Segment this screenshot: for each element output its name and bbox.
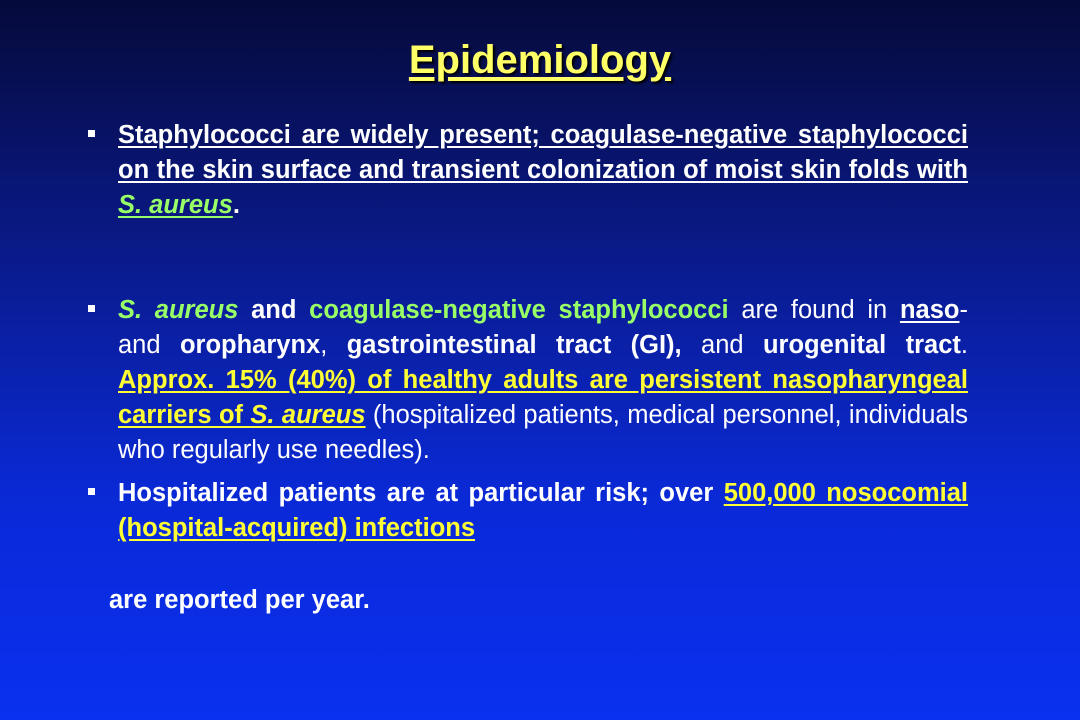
bullet2-gi: gastrointestinal tract (GI), xyxy=(346,331,682,359)
square-bullet-icon xyxy=(88,305,95,312)
bullet-item-1 xyxy=(88,118,968,223)
bullet2-paren: (hospitalized patients, medical personnel, individuals who regularly use needles). xyxy=(118,401,968,464)
slide-title: Epidemiology xyxy=(408,38,672,82)
bullet-item-2 xyxy=(88,293,968,468)
bullet2-naso: naso xyxy=(899,296,960,324)
bullet2-species2: S. aureus xyxy=(250,401,366,429)
bullet1-end: . xyxy=(232,191,240,219)
bullet1-text: Staphylococci are widely present; coagulase-negative staphylococci on the skin surface and transient colonization of moist skin folds with xyxy=(118,121,968,184)
square-bullet-icon xyxy=(88,130,95,137)
bullet1-species: S. aureus xyxy=(118,191,233,219)
bullet2-cns: coagulase-negative staphylococci xyxy=(309,296,729,324)
bullet2-species: S. aureus xyxy=(118,296,239,324)
bullet2-are-found: are found in xyxy=(728,296,900,324)
bullet2-and2: - and xyxy=(118,296,968,359)
bullet2-and3: and xyxy=(681,331,763,359)
bullet-list xyxy=(88,118,968,546)
bullet-item-3 xyxy=(88,476,968,546)
bullet3-highlight: 500,000 nosocomial (hospital-acquired) infections xyxy=(118,479,968,542)
tail-line: are reported per year. xyxy=(109,586,370,614)
bullet2-approx: Approx. 15% (40%) of healthy adults are persistent nasopharyngeal carriers of xyxy=(118,366,968,429)
bullet2-period: . xyxy=(960,331,968,359)
bullet2-urogenital: urogenital tract xyxy=(762,331,961,359)
bullet2-oropharynx: oropharynx xyxy=(179,331,321,359)
square-bullet-icon xyxy=(88,488,95,495)
bullet2-comma: , xyxy=(320,331,347,359)
bullet3-text: Hospitalized patients are at particular risk; over xyxy=(118,479,724,507)
bullet2-and1: and xyxy=(238,296,310,324)
